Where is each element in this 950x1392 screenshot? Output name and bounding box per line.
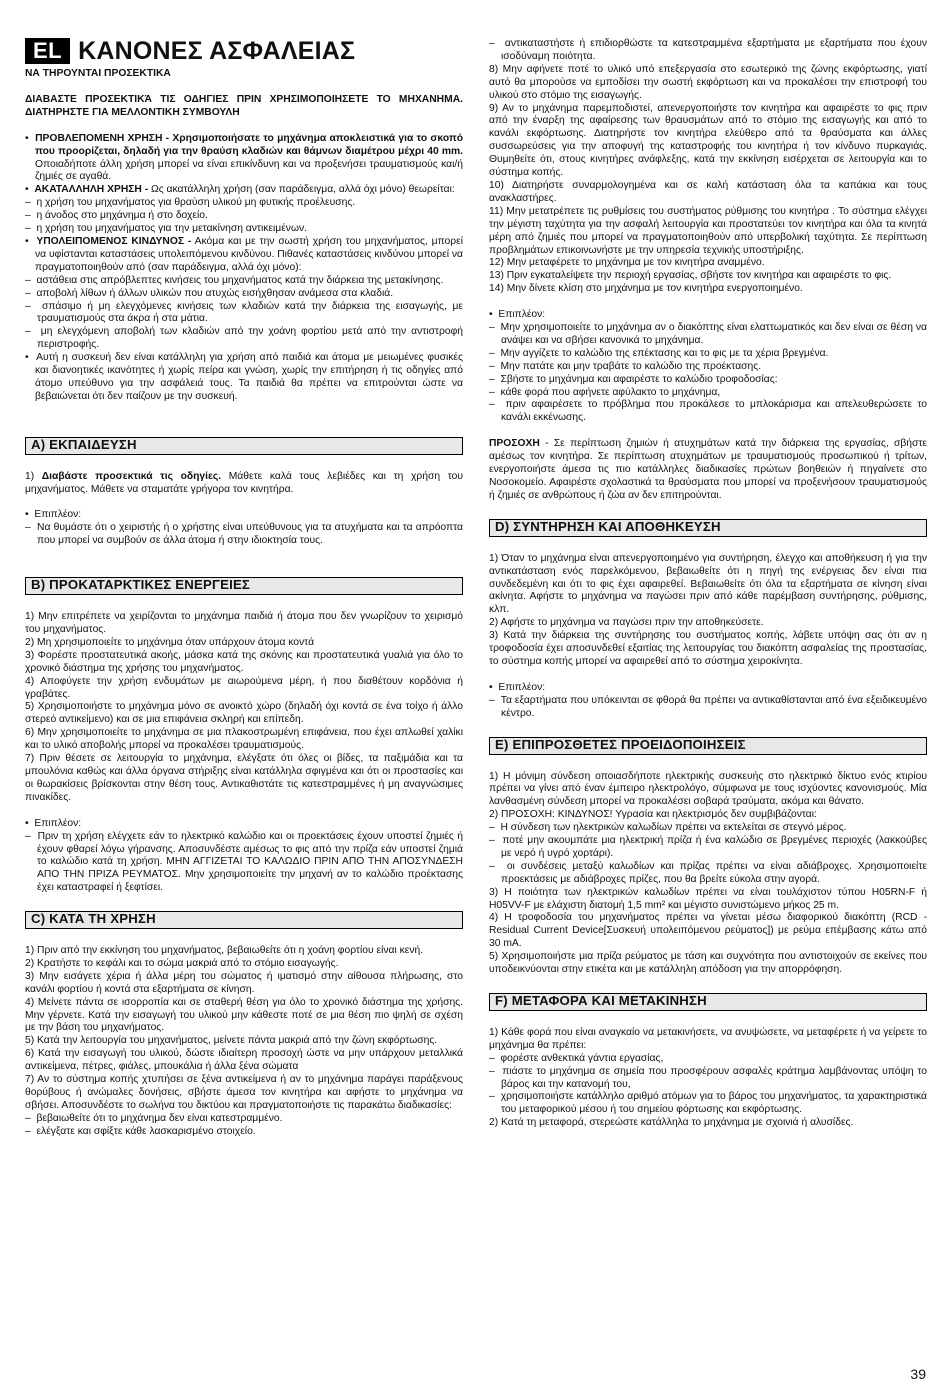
also-label: • Επιπλέον: (489, 309, 546, 321)
right-column (489, 38, 927, 1130)
section-a-heading: A) ΕΚΠΑΙΔΕΥΣΗ (25, 437, 463, 455)
list-item: – αποβολή λίθων ή άλλων υλικών που ατυχώς εισήχθησαν ανάμεσα στα κλαδιά. (25, 287, 394, 299)
list-item: – ποτέ μην ακουμπάτε μια ηλεκτρική πρίζα ή ένα καλώδιο σε βρεγμένες περιοχές (λακκούβες με νερό ή υγρό χορτάρι). (489, 835, 927, 859)
list-item: – Να θυμάστε ότι ο χειριστής ή ο χρήστης είναι υπεύθυνους για τα ατυχήματα και τα απρόοπτα που μπορεί να συμβούν σε άλλα άτομα ή στην ιδιοκτησία τους. (25, 522, 463, 547)
section-b-para: 5) Χρησιμοποιήστε το μηχάνημα μόνο σε ανοικτό χώρο (δηλαδή όχι κοντά σε ένα τοίχο ή άλλο στερεό αντικείμενο) και σε μια επιφάνεια σκληρή και επίπεδη. (25, 701, 463, 726)
section-b-para: 3) Φορέστε προστατευτικά ακοής, μάσκα κατά της σκόνης και προστατευτικά γυαλιά για όλο το χρονικό διάστημα της χρήσης του μηχανήματος. (25, 649, 463, 674)
section-c-para: 8) Μην αφήνετε ποτέ το υλικό υπό επεξεργασία στο εσωτερικό της ζώνης εκφόρτωσης, γιατί αυτό θα μπορούσε να εμποδίσει την σωστή εκφόρτωση και να προκαλέσει την επιστροφή του υλικού στο στόμιο της εισαγωγής. (489, 63, 927, 101)
section-a-para-1 (25, 471, 463, 497)
list-item: – Πριν τη χρήση ελέγχετε εάν το ηλεκτρικό καλώδιο και οι προεκτάσεις έχουν υποστεί ζημιές ή έχουν φθαρεί λόγω γήρανσης. Αποσυνδέστε αμέσως το φις από την πρίζα εάν υποστεί ζημιά το καλώδιο κατά τη χρήση. ΜΗΝ ΑΓΓΙΖΕΤΑΙ ΤΟ ΚΑΛΩΔΙΟ ΠΡΙΝ ΑΠΟ ΤΗΝ ΑΠΟΣΥΝΔΕΣΗ ΑΠΟ ΤΗΝ ΠΡΙΖΑ ΡΕΥΜΑΤΟΣ. Μην χρησιμοποιείτε την μηχανή αν το καλώδιο προέκτασης έχει καταστραφεί ή ξεφτίσει. (25, 830, 463, 894)
section-c-para: 9) Αν το μηχάνημα παρεμποδιστεί, απενεργοποιήστε τον κινητήρα και αφαιρέστε το φις πριν από την έναρξη της αφαίρεσης των θραυσμάτων από το στόμιο της εισαγωγής και από το κανάλι εκφόρτωσης. Διατηρήστε τον κινητήρα ελεύθερο από τα θραύσματα και άλλες συσσωρεύσεις για την αποφυγή της καταστροφής του κινητήρα ή τον κίνδυνο πυρκαγιάς. Θυμηθείτε ότι, στους κινητήρες ανάφλεξης, κατά την εκκίνηση εισέρχεται σε λειτουργία και το σύστημα κοπής. (489, 102, 927, 179)
list-item: – Σβήστε το μηχάνημα και αφαιρέστε το καλώδιο τροφοδοσίας: (489, 373, 778, 385)
section-f-heading: F) ΜΕΤΑΦΟΡΑ ΚΑΙ ΜΕΤΑΚΙΝΗΣΗ (489, 993, 927, 1011)
list-item-text: Μην πατάτε και μην τραβάτε το καλώδιο της προέκτασης. (500, 360, 762, 372)
language-badge: EL (25, 38, 70, 64)
section-e-para: 3) Η ποιότητα των ηλεκτρικών καλωδίων πρέπει να είναι τουλάχιστον τύπου H05RN-F ή H05VV-F με ελάχιστη διατομή 1,5 mm² και μέγιστο συνιστώμενο μήκος 25 m. (489, 886, 927, 911)
list-item-text: ελέγξατε και σφίξτε κάθε λασκαρισμένο στοιχείο. (36, 1125, 256, 1137)
section-e-heading: E) ΕΠΙΠΡΟΣΘΕΤΕΣ ΠΡΟΕΙΔΟΠΟΙΗΣΕΙΣ (489, 737, 927, 755)
para-bold: Διαβάστε προσεκτικά τις οδηγίες. (41, 470, 222, 482)
list-item-text: φορέστε ανθεκτικά γάντια εργασίας, (500, 1052, 664, 1064)
residual-risk-text: Ακόμα και με την σωστή χρήση του μηχανήματος, μπορεί να υφίστανται καταστάσεις υπολειπόμενου κινδύνου. Πιθανές καταστάσεις κινδύνου μπορεί να πραγματοποιηθούν από (σαν παράδειγμα, αλλά όχι μόνο): (35, 235, 463, 273)
section-b-para: 4) Αποφύγετε την χρήση ενδυμάτων με αιωρούμενα μέρη, ή που διαθέτουν κορδόνια ή γραβάτες. (25, 675, 463, 700)
section-c-para: 1) Πριν από την εκκίνηση του μηχανήματος, βεβαιωθείτε ότι η χοάνη φορτίου είναι κενή. (25, 945, 424, 957)
section-c-para: 14) Μην δίνετε κλίση στο μηχάνημα με τον κινητήρα ενεργοποιημένο. (489, 283, 803, 295)
list-item: – χρησιμοποιήστε κατάλληλο αριθμό ατόμων για το βάρος του μηχανήματος, τα χαρακτηριστικά του μεταφορικού μέσου ή του σημείου φόρτωσης και εκφόρτωσης. (489, 1091, 927, 1116)
list-item-text: η χρήση του μηχανήματος για θραύση υλικού μη φυτικής προέλευσης. (36, 197, 356, 209)
section-d-para: 3) Κατά την διάρκεια της συντήρησης του συστήματος κοπής, λάβετε υπόψη σας ότι αν η τροφοδοσία έχει αποσυνδεθεί εξαιτίας της λειτουργίας του διακόπτη ασφαλείας της προστασίας, το σύστημα κοπής μπορεί να αφαιρεθεί από το σύστημα χειροκίνητα. (489, 630, 927, 667)
list-item-text: Η σύνδεση των ηλεκτρικών καλωδίων πρέπει να εκτελείται σε στεγνό μέρος. (500, 822, 847, 834)
section-f-para: 1) Κάθε φορά που είναι αναγκαίο να μετακινήσετε, να ανυψώσετε, να μεταφέρετε ή να γείρετε το μηχάνημα θα πρέπει: (489, 1026, 927, 1051)
list-item: – Η σύνδεση των ηλεκτρικών καλωδίων πρέπει να εκτελείται σε στεγνό μέρος. (489, 822, 847, 834)
section-b-para: 1) Μην επιτρέπετε να χειρίζονται το μηχάνημα παιδιά ή άτομα που δεν γνωρίζουν το χειρισμό του μηχανήματος. (25, 611, 463, 635)
list-item-text: αστάθεια στις απρόβλεπτες κινήσεις του μηχανήματος κατά την διάρκεια της μετακίνησης. (36, 274, 444, 286)
list-item: – πριν αφαιρέσετε το πρόβλημα που προκάλεσε το μπλοκάρισμα και απελευθερώσετε το κανάλι εκκένωσης. (489, 399, 928, 424)
intended-use: • ΠΡΟΒΛΕΠΟΜΕΝΗ ΧΡΗΣΗ - Χρησιμοποιήσατε το μηχάνημα αποκλειστικά για το σκοπό που προορίζεται, δηλαδή για την θραύση κλαδιών και θάμνων διαμέτρου μέχρι 40 mm. Οποιαδήποτε άλλη χρήση μπορεί να είναι επικίνδυνη και να προξενήσει τραυματισμούς και/ή ζημιές σε αγαθά. (25, 132, 464, 183)
page-subtitle: ΝΑ ΤΗΡΟΥΝΤΑΙ ΠΡΟΣΕΚΤΙΚΑ (25, 68, 171, 79)
list-item-text: αποβολή λίθων ή άλλων υλικών που ατυχώς εισήχθησαν ανάμεσα στα κλαδιά. (36, 287, 394, 299)
section-c-para: 5) Κατά την λειτουργία του μηχανήματος, μείνετε πάντα μακριά από την ζώνη εκφόρτωσης. (25, 1035, 438, 1047)
section-c-para: 3) Μην εισάγετε χέρια ή άλλα μέρη του σώματος ή ιματισμό στην αίθουσα πλήρωσης, στο κανάλι φορτίου ή κοντά στα εξαρτήματα σε κίνηση. (25, 970, 463, 995)
intro-warning: ΔΙΑΒΑΣΤΕ ΠΡΟΣΕΚΤΙΚΆ ΤΙΣ ΟΔΗΓΙΕΣ ΠΡΙΝ ΧΡΗΣΙΜΟΠΟΙΗΣΕΤΕ ΤΟ ΜΗΧΑΝΗΜΑ. ΔΙΑΤΗΡΗΣΤΕ ΓΙΑ ΜΕΛΛΟΝΤΙΚΗ ΣΥΜΒΟΥΛΗ (25, 93, 463, 118)
list-item: – φορέστε ανθεκτικά γάντια εργασίας, (489, 1052, 664, 1064)
list-item: – οι συνδέσεις μεταξύ καλωδίων και πρίζας πρέπει να είναι αδιάβροχες. Χρησιμοποιείτε προεκτάσεις με αδιάβροχες πρίζες, που θα βρείτε εύκολα στην αγορά. (489, 860, 927, 885)
residual-risk-label: ΥΠΟΛΕΙΠΟΜΕΝΟΣ ΚΙΝΔΥΝΟΣ - (36, 235, 192, 247)
list-item-text: ποτέ μην ακουμπάτε μια ηλεκτρική πρίζα ή ένα καλώδιο σε βρεγμένες περιοχές (λακκούβες με νερό ή υγρό χορτάρι). (501, 835, 927, 859)
para-text: Μάθετε καλά τους λεβιέδες και τη χρήση του μηχανήματος. Μάθετε να σταματάτε γρήγορα τον κινητήρα. (25, 470, 463, 495)
list-item-text: κάθε φορά που αφήνετε αφύλακτο το μηχάνημα, (500, 386, 721, 398)
list-item: – κάθε φορά που αφήνετε αφύλακτο το μηχάνημα, (489, 386, 721, 398)
section-d-para: 1) Όταν το μηχάνημα είναι απενεργοποιημένο για συντήρηση, έλεγχο και αποθήκευση ή για την αντικατάσταση ενός παρελκόμενου, βεβαιωθείτε ότι η πηγή της ενέργειας δεν είναι πια συνδεδεμένη και ότι το φις έχει αφαιρεθεί. Βεβαιωθείτε ότι όλα τα εξαρτήματα σε κίνηση είναι ακίνητα. Αφήστε το μηχάνημα να παγώσει πριν από κάθε παρέμβαση συντήρησης, ρύθμισης, κλπ. (489, 552, 927, 616)
list-item-text: χρησιμοποιήστε κατάλληλο αριθμό ατόμων για το βάρος του μηχανήματος, τα χαρακτηριστικά του μεταφορικού μέσου ή του σημείου φόρτωσης και εκφόρτωσης. (500, 1091, 927, 1116)
section-e-para: 2) ΠΡΟΣΟΧΗ: ΚΙΝΔΥΝΟΣ! Υγρασία και ηλεκτρισμός δεν συμβιβάζονται: (489, 809, 817, 821)
children-note-text: Αυτή η συσκευή δεν είναι κατάλληλη για χρήση από παιδιά και άτομα με μειωμένες φυσικές και διανοητικές ικανότητες ή χωρίς πείρα και γνώση, χωρίς την επιτήρηση ή τις οδηγίες από άτομο υπεύθυνο για την ασφάλειά τους. Τα παιδιά θα πρέπει να επιτρούνται ώστε να βεβαιώνεται ότι δεν παίζουν με την συσκευή. (35, 352, 463, 402)
list-item: – Μην αγγίζετε το καλώδιο της επέκτασης και το φις με τα χέρια βρεγμένα. (489, 347, 829, 359)
list-item-text: Τα εξαρτήματα που υπόκεινται σε φθορά θα πρέπει να αντικαθίστανται από ένα εξειδικευμένο κέντρο. (500, 694, 927, 719)
section-c-heading: C) ΚΑΤΑ ΤΗ ΧΡΗΣΗ (25, 911, 463, 929)
list-item: – αντικαταστήστε ή επιδιορθώστε τα κατεστραμμένα εξαρτήματα με εξαρτήματα που έχουν ισοδύναμη ποιότητα. (489, 38, 927, 62)
section-f-para: 2) Κατά τη μεταφορά, στερεώστε κατάλληλα το μηχάνημα με σχοινιά ή αλυσίδες. (489, 1117, 854, 1129)
section-c-para: 10) Διατηρήστε συναρμολογημένα και σε καλή κατάσταση όλα τα καπάκια και τους ανακλαστήρες. (489, 179, 927, 204)
intended-use-text: Οποιαδήποτε άλλη χρήση μπορεί να είναι επικίνδυνη και να προξενήσει τραυματισμούς και/ή ζημιές σε αγαθά. (35, 158, 463, 183)
section-d-para: 2) Αφήστε το μηχάνημα να παγώσει πριν την αποθηκεύσετε. (489, 617, 764, 629)
list-item: – η άνοδος στο μηχάνημα ή στο δοχείο. (25, 210, 208, 222)
section-c-para: 4) Μείνετε πάντα σε ισορροπία και σε σταθερή θέση για όλο το χρονικό διάστημα της χρήσης. Μην γέρνετε. Κατά την εισαγωγή του υλικού μην κάθεστε ποτέ σε μια θέση πιο ψηλή σε σχέση με την βάση του μηχανήματος. (25, 996, 463, 1034)
section-b-para: 2) Μη χρησιμοποιείτε το μηχάνημα όταν υπάρχουν άτομα κοντά (25, 636, 315, 648)
also-text: Επιπλέον: (498, 681, 546, 693)
also-text: Επιπλέον: (498, 309, 546, 321)
list-item: – πιάστε το μηχάνημα σε σημεία που προσφέρουν ασφαλές κράτημα λαμβάνοντας υπόψη το βάρος και την κατανομή του, (489, 1065, 928, 1090)
para-number: 1) (25, 470, 42, 482)
caution-text: - Σε περίπτωση ζημιών ή ατυχημάτων κατά την διάρκεια της εργασίας, σβήστε αμέσως τον κινητήρα. Σε περίπτωση ατυχημάτων με τραυματισμούς προσωπικού ή τρίτων, ενεργοποιήστε άμεσα τις πιο κατάλληλες διαδικασίες πρώτων βοηθειών ή πηγαίνετε στο Νοσοκομείο. Αφαιρέστε σχολαστικά τα θραύσματα που μπορεί να προξενήσουν τραυματισμούς ή ζημιές σε ανθρώπους ή ζώα αν δεν επιτηρούνται. (489, 438, 927, 501)
list-item: – μη ελεγχόμενη αποβολή των κλαδιών από την χοάνη φορτίου μετά από την αντιστροφή περιστροφής. (25, 326, 463, 351)
children-note: • Αυτή η συσκευή δεν είναι κατάλληλη για χρήση από παιδιά και άτομα με μειωμένες φυσικές και διανοητικές ικανότητες ή χωρίς πείρα και γνώση, χωρίς την επιτήρηση ή τις οδηγίες από άτομο υπεύθυνο για την ασφάλειά τους. Τα παιδιά θα πρέπει να επιτρούνται ώστε να βεβαιώνεται ότι δεν παίζουν με την συσκευή. (25, 352, 463, 402)
section-c-para: 11) Μην μετατρέπετε τις ρυθμίσεις του συστήματος ρύθμισης του κινητήρα . Το σύστημα ελέγχει την μέγιστη ταχύτητα για την ασφαλή λειτουργία και προστατεύει τον κινητήρα και όλα τα κινητά μέρη από ζημιές που μπορεί να πραγματοποιηθούν από υπερβολική ταχύτητα. Σε περίπτωση προβλημάτων επικοινωνήστε με την υπηρεσία τεχνικής υποστήριξης. (489, 205, 927, 256)
list-item: – σπάσιμο ή μη ελεγχόμενες κινήσεις των κλαδιών κατά την διάρκεια της εισαγωγής, με τραυματισμούς στα άκρα ή στα μάτια. (25, 300, 463, 325)
list-item-text: βεβαιωθείτε ότι το μηχάνημα δεν είναι κατεστραμμένο. (36, 1112, 283, 1124)
section-b-para: 7) Πριν θέσετε σε λειτουργία το μηχάνημα, ελέγξατε ότι όλες οι βίδες, τα παξιμάδια και τα μπουλόνια καθώς και άλλα όργανα στήριξης είναι κατάλληλα σφιγμένα και ότι οι προστασίες και οι θωρακίσεις βρίσκονται στην θέση τους. Αντικαθιστάτε τις κατεστραμμένες ή μη αναγνώσιμες πινακίδες. (25, 753, 463, 803)
left-column (25, 38, 463, 1139)
list-item: – Μην χρησιμοποιείτε το μηχάνημα αν ο διακόπτης είναι ελαττωματικός και δεν είναι σε θέση να ανάψει και να σβήσει κανονικά το μηχάνημα. (489, 322, 927, 346)
page-number: 39 (910, 1366, 926, 1382)
also-label: • Επιπλέον: (25, 817, 82, 829)
section-c-para: 12) Μην μεταφέρετε το μηχάνημα με τον κινητήρα αναμμένο. (489, 257, 765, 269)
list-item: – ελέγξατε και σφίξτε κάθε λασκαρισμένο στοιχείο. (25, 1125, 256, 1137)
section-c-para: 2) Κρατήστε το κεφάλι και το σώμα μακριά από το στόμιο εισαγωγής. (25, 957, 339, 969)
improper-use-text: Ως ακατάλληλη χρήση (σαν παράδειγμα, αλλά όχι μόνο) θεωρείται: (148, 184, 455, 196)
section-b-para: 6) Μην χρησιμοποιείτε το μηχάνημα σε μια πλακοστρωμένη επιφάνεια, που έχει απλωθεί χαλίκι και το υλικό αποβολής μπορεί να προκαλέσει τραυματισμούς. (25, 727, 463, 752)
list-item-text: σπάσιμο ή μη ελεγχόμενες κινήσεις των κλαδιών κατά την διάρκεια της εισαγωγής, με τραυματισμούς στα άκρα ή στα μάτια. (37, 300, 463, 325)
section-e-para: 5) Χρησιμοποιήστε μια πρίζα ρεύματος με τάση και συχνότητα που αντιστοιχούν σε εκείνες που υποδεικνύονται στην ετικέτα και με κατάλληλη απόδοση για την απορρόφηση. (489, 951, 927, 976)
section-c-para: 7) Αν το σύστημα κοπής χτυπήσει σε ξένα αντικείμενα ή αν το μηχάνημα παράγει παράξενους θορύβους ή ανώμαλες δονήσεις, σβήστε άμεσα τον κινητήρα και αφήστε το μηχάνημα να σβήσει. Αποσυνδέστε το σωλήνα του δικτύου και πραγματοποιήστε τις παρακάτω διαδικασίες: (25, 1074, 463, 1111)
list-item-text: αντικαταστήστε ή επιδιορθώστε τα κατεστραμμένα εξαρτήματα με εξαρτήματα που έχουν ισοδύναμη ποιότητα. (501, 38, 927, 62)
page-header (25, 38, 463, 64)
list-item-text: Να θυμάστε ότι ο χειριστής ή ο χρήστης είναι υπεύθυνους για τα ατυχήματα και τα απρόοπτα που μπορεί να συμβούν σε άλλα άτομα ή στην ιδιοκτησία τους. (37, 522, 463, 547)
caution-note (489, 438, 927, 503)
list-item: – Τα εξαρτήματα που υπόκεινται σε φθορά θα πρέπει να αντικαθίστανται από ένα εξειδικευμένο κέντρο. (489, 694, 927, 719)
section-e-para: 1) Η μόνιμη σύνδεση οποιασδήποτε ηλεκτρικής συσκευής στο ηλεκτρικό δίκτυο ενός κτιρίου πρέπει να γίνει από έναν έμπειρο ηλεκτρολόγο, σύμφωνα με τους ισχύοντες κανονισμούς. Μία λανθασμένη σύνδεση μπορεί να προκαλέσει σοβαρά τραύματα, ακόμα και θάνατο. (489, 770, 927, 808)
list-item-text: Σβήστε το μηχάνημα και αφαιρέστε το καλώδιο τροφοδοσίας: (500, 373, 778, 385)
page-title: ΚΑΝΟΝΕΣ ΑΣΦΑΛΕΙΑΣ (78, 36, 356, 65)
also-label: • Επιπλέον: (25, 509, 82, 521)
list-item-text: Πριν τη χρήση ελέγχετε εάν το ηλεκτρικό καλώδιο και οι προεκτάσεις έχουν υποστεί ζημιές ή έχουν φθαρεί λόγω γήρανσης. Αποσυνδέστε αμέσως το φις από την πρίζα εάν υποστεί ζημιά το καλώδιο κατά τη χρήση. ΜΗΝ ΑΓΓΙΖΕΤΑΙ ΤΟ ΚΑΛΩΔΙΟ ΠΡΙΝ ΑΠΟ ΤΗΝ ΑΠΟΣΥΝΔΕΣΗ ΑΠΟ ΤΗΝ ΠΡΙΖΑ ΡΕΥΜΑΤΟΣ. Μην χρησιμοποιείτε την μηχανή αν το καλώδιο προέκτασης έχει καταστραφεί ή ξεφτίσει. (37, 830, 463, 894)
intended-use-label: ΠΡΟΒΛΕΠΟΜΕΝΗ ΧΡΗΣΗ - Χρησιμοποιήσατε το μηχάνημα αποκλειστικά για το σκοπό που προορίζεται, δηλαδή για την θραύση κλαδιών και θάμνων διαμέτρου μέχρι 40 mm. (35, 132, 464, 157)
also-text: Επιπλέον: (34, 817, 82, 829)
section-c-para: 13) Πριν εγκαταλείψετε την περιοχή εργασίας, σβήστε τον κινητήρα και αφαιρέστε το φις. (489, 270, 892, 282)
section-d-heading: D) ΣΥΝΤΗΡΗΣΗ ΚΑΙ ΑΠΟΘΗΚΕΥΣΗ (489, 519, 927, 537)
list-item-text: μη ελεγχόμενη αποβολή των κλαδιών από την χοάνη φορτίου μετά από την αντιστροφή περιστροφής. (37, 326, 463, 351)
list-item-text: οι συνδέσεις μεταξύ καλωδίων και πρίζας πρέπει να είναι αδιάβροχες. Χρησιμοποιείτε προεκτάσεις με αδιάβροχες πρίζες, που θα βρείτε εύκολα στην αγορά. (501, 860, 927, 885)
list-item: – η χρήση του μηχανήματος για την μετακίνηση αντικειμένων. (25, 223, 307, 235)
list-item-text: η άνοδος στο μηχάνημα ή στο δοχείο. (36, 210, 208, 222)
list-item: – Μην πατάτε και μην τραβάτε το καλώδιο της προέκτασης. (489, 360, 762, 372)
list-item-text: πριν αφαιρέσετε το πρόβλημα που προκάλεσε το μπλοκάρισμα και απελευθερώσετε το κανάλι εκκένωσης. (501, 399, 928, 424)
list-item-text: η χρήση του μηχανήματος για την μετακίνηση αντικειμένων. (36, 223, 307, 235)
improper-use: • ΑΚΑΤΑΛΛΗΛΗ ΧΡΗΣΗ - Ως ακατάλληλη χρήση (σαν παράδειγμα, αλλά όχι μόνο) θεωρείται: (25, 184, 455, 196)
also-text: Επιπλέον: (34, 509, 82, 521)
list-item-text: Μην χρησιμοποιείτε το μηχάνημα αν ο διακόπτης είναι ελαττωματικός και δεν είναι σε θέση να ανάψει και να σβήσει κανονικά το μηχάνημα. (500, 322, 927, 346)
list-item: – η χρήση του μηχανήματος για θραύση υλικού μη φυτικής προέλευσης. (25, 197, 356, 209)
caution-label: ΠΡΟΣΟΧΗ (489, 438, 540, 450)
section-b-heading: B) ΠΡΟΚΑΤΑΡΚΤΙΚΕΣ ΕΝΕΡΓΕΙΕΣ (25, 577, 463, 595)
section-c-para: 6) Κατά την εισαγωγή του υλικού, δώστε ιδιαίτερη προσοχή ώστε να μην υπάρχουν μεταλλικά αντικείμενα, πέτρες, φιάλες, μπουκάλια ή άλλα ξένα σώματα (25, 1048, 463, 1073)
list-item-text: Μην αγγίζετε το καλώδιο της επέκτασης και το φις με τα χέρια βρεγμένα. (500, 347, 829, 359)
list-item: – βεβαιωθείτε ότι το μηχάνημα δεν είναι κατεστραμμένο. (25, 1112, 283, 1124)
improper-use-label: ΑΚΑΤΑΛΛΗΛΗ ΧΡΗΣΗ - (34, 184, 149, 196)
list-item-text: πιάστε το μηχάνημα σε σημεία που προσφέρουν ασφαλές κράτημα λαμβάνοντας υπόψη το βάρος και την κατανομή του, (501, 1065, 928, 1090)
section-e-para: 4) Η τροφοδοσία του μηχανήματος πρέπει να γίνεται μέσω διαφορικού διακόπτη (RCD - Residual Current Device[Συσκευή υπολειπόμενου ρεύματος]) με ρεύμα επέμβασης κάτω από 30 mA. (489, 912, 927, 950)
also-label: • Επιπλέον: (489, 681, 546, 693)
list-item: – αστάθεια στις απρόβλεπτες κινήσεις του μηχανήματος κατά την διάρκεια της μετακίνησης. (25, 274, 444, 286)
residual-risk: • ΥΠΟΛΕΙΠΟΜΕΝΟΣ ΚΙΝΔΥΝΟΣ - Ακόμα και με την σωστή χρήση του μηχανήματος, μπορεί να υφίστανται καταστάσεις υπολειπόμενου κινδύνου. Πιθανές καταστάσεις κινδύνου μπορεί να πραγματοποιηθούν από (σαν παράδειγμα, αλλά όχι μόνο): (25, 235, 463, 273)
